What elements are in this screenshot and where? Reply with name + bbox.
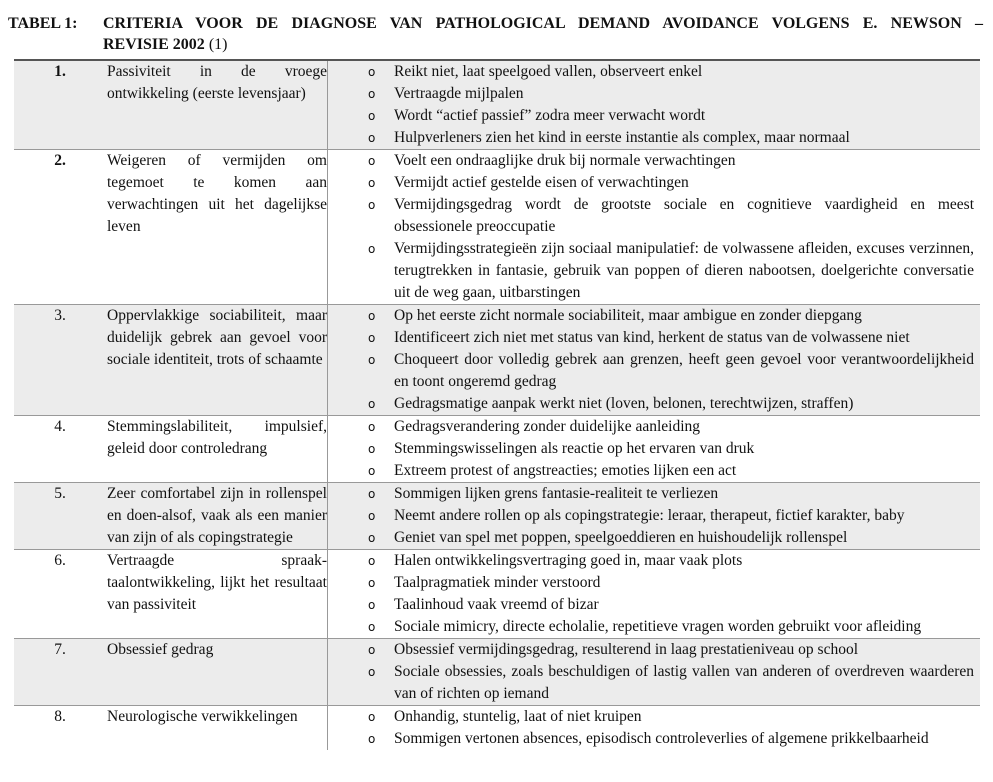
- criterion-point-text: Identificeert zich niet met status van kind, herkent de status van de volwassene niet: [394, 329, 910, 346]
- criterion-description: Stemmingslabiliteit, impulsief, geleid door controledrang: [107, 418, 327, 457]
- criterion-points-list: [368, 61, 980, 149]
- criterion-points-cell: [328, 483, 981, 550]
- criterion-point-text: Sommigen vertonen absences, episodisch controleverlies of algemene prikkelbaarheid: [394, 730, 929, 747]
- criteria-row: [14, 706, 980, 751]
- criteria-row: [14, 639, 980, 706]
- criterion-point-text: Taalpragmatiek minder verstoord: [394, 574, 601, 591]
- criterion-points-cell: [328, 706, 981, 751]
- criterion-number: 4.: [14, 416, 106, 483]
- bullet-circle-icon: o: [368, 65, 376, 79]
- criterion-point-text: Vertraagde mijlpalen: [394, 85, 524, 102]
- criterion-points-list: [368, 550, 980, 638]
- bullet-circle-icon: o: [368, 620, 376, 634]
- criteria-row: [14, 483, 980, 550]
- bullet-circle-icon: o: [368, 598, 376, 612]
- bullet-circle-icon: o: [368, 643, 376, 657]
- criterion-number: 5.: [14, 483, 106, 550]
- criterion-point: [368, 327, 980, 349]
- criterion-point: [368, 393, 980, 415]
- criterion-point-text: Choqueert door volledig gebrek aan grenzen, heeft geen gevoel voor verantwoordelijkheid en toont ongeremd gedrag: [394, 351, 974, 390]
- criterion-number: 6.: [14, 550, 106, 639]
- criterion-points-list: [368, 706, 980, 750]
- criterion-point-text: Gedragsmatige aanpak werkt niet (loven, belonen, terechtwijzen, straffen): [394, 395, 854, 412]
- criterion-description: Vertraagde spraak-taalontwikkeling, lijkt het resultaat van passiviteit: [107, 552, 327, 613]
- criterion-point-text: Halen ontwikkelingsvertraging goed in, maar vaak plots: [394, 552, 743, 569]
- criterion-point-text: Neemt andere rollen op als copingstrategie: leraar, therapeut, fictief karakter, baby: [394, 507, 905, 524]
- criterion-cell: [106, 483, 328, 550]
- table-title: [103, 13, 983, 55]
- criterion-point: [368, 194, 980, 238]
- table-title-line-2: REVISIE 2002: [103, 36, 205, 53]
- criterion-point: [368, 305, 980, 327]
- criterion-point: [368, 127, 980, 149]
- criterion-points-cell: [328, 416, 981, 483]
- criterion-point-text: Vermijdingsgedrag wordt de grootste sociale en cognitieve vaardigheid en meest obsessionele preoccupatie: [394, 196, 974, 235]
- criterion-number: 3.: [14, 305, 106, 416]
- bullet-circle-icon: o: [368, 554, 376, 568]
- criterion-point: [368, 238, 980, 304]
- bullet-circle-icon: o: [368, 397, 376, 411]
- bullet-circle-icon: o: [368, 442, 376, 456]
- criterion-point-text: Taalinhoud vaak vreemd of bizar: [394, 596, 599, 613]
- criterion-point-text: Wordt “actief passief” zodra meer verwacht wordt: [394, 107, 706, 124]
- criterion-cell: [106, 639, 328, 706]
- criterion-point-text: Vermijdt actief gestelde eisen of verwachtingen: [394, 174, 689, 191]
- criteria-row: [14, 305, 980, 416]
- table-title-reference: (1): [208, 36, 228, 53]
- criterion-point: [368, 616, 980, 638]
- criterion-point: [368, 105, 980, 127]
- bullet-circle-icon: o: [368, 576, 376, 590]
- table-title-line-1: CRITERIA VOOR DE DIAGNOSE VAN PATHOLOGICAL DEMAND AVOIDANCE VOLGENS E. NEWSON –: [103, 15, 983, 32]
- criteria-row: [14, 60, 980, 150]
- criterion-points-list: [368, 150, 980, 304]
- criterion-description: Passiviteit in de vroege ontwikkeling (eerste levensjaar): [107, 63, 327, 102]
- criterion-cell: [106, 550, 328, 639]
- criterion-point-text: Sociale obsessies, zoals beschuldigen of lastig vallen van anderen of overdreven waarderen van of richten op iemand: [394, 663, 974, 702]
- criterion-point: [368, 728, 980, 750]
- criterion-point: [368, 61, 980, 83]
- criterion-point: [368, 572, 980, 594]
- criterion-points-list: [368, 483, 980, 549]
- criterion-number: 8.: [14, 706, 106, 751]
- criterion-number: 1.: [14, 60, 106, 150]
- criterion-point: [368, 661, 980, 705]
- bullet-circle-icon: o: [368, 464, 376, 478]
- bullet-circle-icon: o: [368, 87, 376, 101]
- bullet-circle-icon: o: [368, 420, 376, 434]
- criterion-point-text: Geniet van spel met poppen, speelgoeddieren en huishoudelijk rollenspel: [394, 529, 848, 546]
- criterion-point-text: Vermijdingsstrategieën zijn sociaal manipulatief: de volwassene afleiden, excuses verzinnen, terugtrekken in fantasie, gebruik van poppen of dieren nabootsen, doelgerichte conversatie uit de weg gaan, uitbarstingen: [394, 240, 974, 301]
- criterion-point: [368, 150, 980, 172]
- table-label: TABEL 1:: [8, 15, 78, 32]
- criterion-point: [368, 460, 980, 482]
- criterion-cell: [106, 60, 328, 150]
- bullet-circle-icon: o: [368, 331, 376, 345]
- criterion-point-text: Op het eerste zicht normale sociabiliteit, maar ambigue en zonder diepgang: [394, 307, 862, 324]
- criterion-point-text: Gedragsverandering zonder duidelijke aanleiding: [394, 418, 701, 435]
- bullet-circle-icon: o: [368, 198, 376, 212]
- criterion-cell: [106, 150, 328, 305]
- criterion-point: [368, 639, 980, 661]
- criterion-point-text: Voelt een ondraaglijke druk bij normale verwachtingen: [394, 152, 736, 169]
- criterion-points-list: [368, 639, 980, 705]
- criterion-point: [368, 706, 980, 728]
- criterion-point: [368, 527, 980, 549]
- criterion-points-cell: [328, 305, 981, 416]
- bullet-circle-icon: o: [368, 732, 376, 746]
- criterion-cell: [106, 706, 328, 751]
- bullet-circle-icon: o: [368, 242, 376, 256]
- criterion-point-text: Stemmingswisselingen als reactie op het ervaren van druk: [394, 440, 755, 457]
- criterion-point: [368, 483, 980, 505]
- criterion-points-cell: [328, 60, 981, 150]
- criterion-point: [368, 349, 980, 393]
- criterion-point: [368, 594, 980, 616]
- criterion-cell: [106, 305, 328, 416]
- bullet-circle-icon: o: [368, 710, 376, 724]
- criterion-number: 7.: [14, 639, 106, 706]
- criterion-point-text: Obsessief vermijdingsgedrag, resulterend in laag prestatieniveau op school: [394, 641, 859, 658]
- criteria-table: [14, 59, 980, 750]
- bullet-circle-icon: o: [368, 665, 376, 679]
- criterion-points-cell: [328, 150, 981, 305]
- criterion-point-text: Sommigen lijken grens fantasie-realiteit te verliezen: [394, 485, 719, 502]
- criterion-cell: [106, 416, 328, 483]
- bullet-circle-icon: o: [368, 154, 376, 168]
- criterion-number: 2.: [14, 150, 106, 305]
- bullet-circle-icon: o: [368, 176, 376, 190]
- criterion-point: [368, 505, 980, 527]
- criterion-points-list: [368, 305, 980, 415]
- bullet-circle-icon: o: [368, 109, 376, 123]
- criterion-description: Neurologische verwikkelingen: [107, 708, 298, 725]
- bullet-circle-icon: o: [368, 309, 376, 323]
- criteria-row: [14, 416, 980, 483]
- criterion-points-list: [368, 416, 980, 482]
- bullet-circle-icon: o: [368, 487, 376, 501]
- criterion-point: [368, 83, 980, 105]
- criteria-row: [14, 150, 980, 305]
- bullet-circle-icon: o: [368, 131, 376, 145]
- criterion-point-text: Reikt niet, laat speelgoed vallen, observeert enkel: [394, 63, 703, 80]
- criterion-points-cell: [328, 639, 981, 706]
- criterion-point: [368, 438, 980, 460]
- criterion-point: [368, 416, 980, 438]
- criterion-description: Zeer comfortabel zijn in rollenspel en doen-alsof, vaak als een manier van zijn of als copingstrategie: [107, 485, 327, 546]
- criterion-point-text: Extreem protest of angstreacties; emoties lijken een act: [394, 462, 737, 479]
- bullet-circle-icon: o: [368, 509, 376, 523]
- criterion-description: Obsessief gedrag: [107, 641, 214, 658]
- bullet-circle-icon: o: [368, 353, 376, 367]
- criterion-point-text: Hulpverleners zien het kind in eerste instantie als complex, maar normaal: [394, 129, 850, 146]
- criterion-point: [368, 550, 980, 572]
- criteria-row: [14, 550, 980, 639]
- criterion-point: [368, 172, 980, 194]
- bullet-circle-icon: o: [368, 531, 376, 545]
- criterion-point-text: Onhandig, stuntelig, laat of niet kruipen: [394, 708, 642, 725]
- criterion-description: Weigeren of vermijden om tegemoet te komen aan verwachtingen uit het dagelijkse leven: [107, 152, 327, 235]
- criterion-description: Oppervlakkige sociabiliteit, maar duidelijk gebrek aan gevoel voor sociale identiteit, trots of schaamte: [107, 307, 327, 368]
- criterion-points-cell: [328, 550, 981, 639]
- criterion-point-text: Sociale mimicry, directe echolalie, repetitieve vragen worden gebruikt voor afleiding: [394, 618, 922, 635]
- table-caption: [8, 13, 983, 55]
